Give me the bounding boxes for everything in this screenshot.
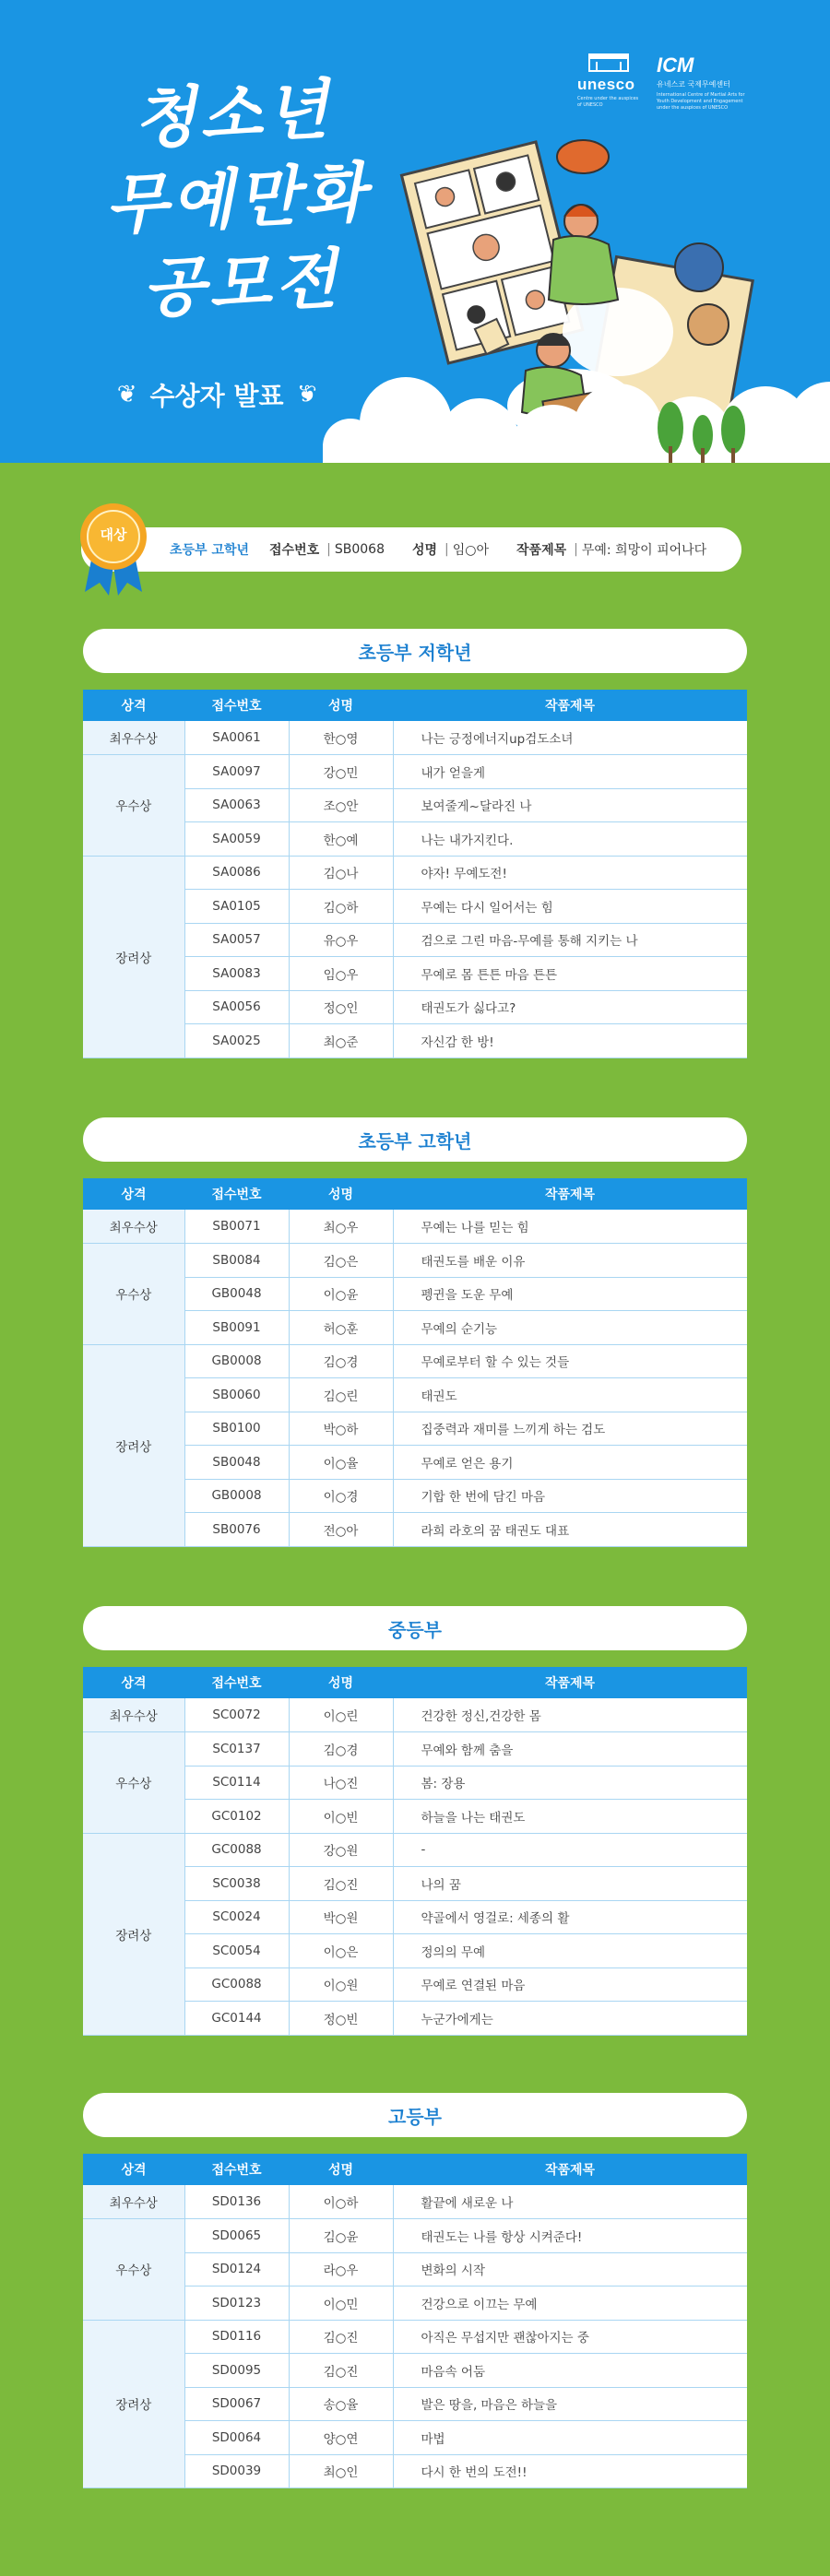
medal-label: 대상: [100, 526, 127, 543]
name-cell: 김○경: [289, 1732, 393, 1767]
award-cell: 우수상: [83, 1732, 184, 1834]
work-title-cell: 태권도는 나를 항상 시켜준다!: [393, 2219, 747, 2253]
laurel-left-icon: ❦: [116, 381, 137, 408]
column-header: 작품제목: [393, 2154, 747, 2185]
name-cell: 박○원: [289, 1900, 393, 1934]
entry-id-cell: SB0048: [184, 1446, 289, 1480]
award-cell: 최우수상: [83, 1210, 184, 1244]
entry-id-cell: SB0076: [184, 1513, 289, 1547]
column-header: 작품제목: [393, 1667, 747, 1698]
work-title-cell: 건강으로 이끄는 무예: [393, 2286, 747, 2321]
column-header: 접수번호: [184, 690, 289, 721]
name-cell: 조○안: [289, 788, 393, 822]
entry-id-cell: SA0057: [184, 923, 289, 957]
name-cell: 이○경: [289, 1479, 393, 1513]
name-cell: 양○연: [289, 2421, 393, 2455]
grand-prize-title: 무예: 희망이 피어나다: [581, 543, 707, 558]
name-cell: 강○원: [289, 1833, 393, 1867]
name-cell: 전○아: [289, 1513, 393, 1547]
work-title-cell: 내가 얻을게: [393, 755, 747, 789]
table-row: [83, 1344, 747, 1378]
name-cell: 이○윤: [289, 1277, 393, 1311]
name-cell: 임○우: [289, 957, 393, 991]
name-cell: 최○준: [289, 1024, 393, 1058]
work-title-cell: 검으로 그린 마음-무예를 통해 지키는 나: [393, 923, 747, 957]
work-title-cell: 무예로 얻은 용기: [393, 1446, 747, 1480]
entry-id-cell: SA0056: [184, 990, 289, 1024]
award-table: [83, 1667, 747, 2036]
entry-id-cell: GC0144: [184, 2002, 289, 2036]
work-title-cell: 기합 한 번에 담긴 마음: [393, 1479, 747, 1513]
entry-id-cell: SA0105: [184, 890, 289, 924]
icm-logo: ICM 유네스코 국제무예센터 International Centre of Martial Arts for Youth Development and Engagement under the auspices of UNESCO: [657, 53, 745, 111]
entry-id-cell: SD0039: [184, 2454, 289, 2488]
column-header: 작품제목: [393, 690, 747, 721]
entry-id-cell: SA0061: [184, 721, 289, 755]
grand-prize-bar: 초등부 고학년 접수번호 | SB0068 성명 | 임○아 작품제목 | 무예: 희망이 피어나다: [81, 527, 741, 572]
name-cell: 최○인: [289, 2454, 393, 2488]
work-title-cell: 건강한 정신,건강한 몸: [393, 1698, 747, 1732]
grand-prize-title-label: 작품제목: [516, 543, 567, 558]
work-title-cell: 태권도: [393, 1378, 747, 1412]
entry-id-cell: SD0065: [184, 2219, 289, 2253]
name-cell: 라○우: [289, 2252, 393, 2286]
name-cell: 김○린: [289, 1378, 393, 1412]
entry-id-cell: SB0091: [184, 1311, 289, 1345]
entry-id-cell: SD0123: [184, 2286, 289, 2321]
name-cell: 김○나: [289, 856, 393, 890]
section-heading: 고등부: [83, 2093, 747, 2137]
table-row: [83, 2219, 747, 2253]
award-cell: 장려상: [83, 1833, 184, 2035]
name-cell: 김○진: [289, 2354, 393, 2388]
work-title-cell: 보여줄게~달라진 나: [393, 788, 747, 822]
work-title-cell: 다시 한 번의 도전!!: [393, 2454, 747, 2488]
entry-id-cell: SD0064: [184, 2421, 289, 2455]
entry-id-cell: SD0116: [184, 2320, 289, 2354]
name-cell: 김○윤: [289, 2219, 393, 2253]
name-cell: 이○민: [289, 2286, 393, 2321]
table-header-row: [83, 690, 747, 721]
table-header-row: [83, 1667, 747, 1698]
entry-id-cell: SA0025: [184, 1024, 289, 1058]
name-cell: 김○은: [289, 1244, 393, 1278]
work-title-cell: 자신감 한 방!: [393, 1024, 747, 1058]
award-cell: 최우수상: [83, 1698, 184, 1732]
entry-id-cell: SD0124: [184, 2252, 289, 2286]
name-cell: 한○영: [289, 721, 393, 755]
section-heading: 중등부: [83, 1606, 747, 1650]
column-header: 상격: [83, 690, 184, 721]
entry-id-cell: SC0072: [184, 1698, 289, 1732]
table-row: [83, 1210, 747, 1244]
work-title-cell: 발은 땅을, 마음은 하늘을: [393, 2387, 747, 2421]
column-header: 성명: [289, 1178, 393, 1210]
award-cell: 우수상: [83, 755, 184, 857]
hero-title: 청소년 무예만화 공모전: [102, 70, 372, 327]
subtitle: 수상자 발표: [149, 381, 284, 411]
laurel-right-icon: ❦: [296, 381, 317, 408]
table-row: [83, 1833, 747, 1867]
work-title-cell: 집중력과 재미를 느끼게 하는 검도: [393, 1412, 747, 1446]
name-cell: 박○하: [289, 1412, 393, 1446]
cloud-trees-decoration: [0, 336, 830, 463]
name-cell: 이○린: [289, 1698, 393, 1732]
column-header: 성명: [289, 1667, 393, 1698]
section-heading: 초등부 고학년: [83, 1117, 747, 1162]
work-title-cell: 정의의 무예: [393, 1934, 747, 1968]
table-row: [83, 856, 747, 890]
entry-id-cell: SC0114: [184, 1766, 289, 1800]
section-2: [83, 1117, 747, 1547]
name-cell: 김○진: [289, 1867, 393, 1901]
grand-prize-name: 임○아: [452, 543, 490, 558]
name-cell: 이○은: [289, 1934, 393, 1968]
entry-id-cell: SD0067: [184, 2387, 289, 2421]
table-row: [83, 1244, 747, 1278]
column-header: 상격: [83, 2154, 184, 2185]
work-title-cell: 활끝에 새로운 나: [393, 2185, 747, 2219]
award-cell: 최우수상: [83, 721, 184, 755]
entry-id-cell: SA0063: [184, 788, 289, 822]
table-row: [83, 721, 747, 755]
name-cell: 유○우: [289, 923, 393, 957]
work-title-cell: 무예로부터 할 수 있는 것들: [393, 1344, 747, 1378]
work-title-cell: 무예는 다시 일어서는 힘: [393, 890, 747, 924]
name-cell: 이○원: [289, 1967, 393, 2002]
entry-id-cell: SD0136: [184, 2185, 289, 2219]
work-title-cell: 마법: [393, 2421, 747, 2455]
award-table: [83, 2154, 747, 2488]
work-title-cell: 아직은 무섭지만 괜찮아지는 중: [393, 2320, 747, 2354]
entry-id-cell: SB0084: [184, 1244, 289, 1278]
unesco-logo: unesco Centre under the auspices of UNESCO: [577, 53, 640, 112]
award-cell: 최우수상: [83, 2185, 184, 2219]
work-title-cell: 누군가에게는: [393, 2002, 747, 2036]
name-cell: 강○민: [289, 755, 393, 789]
entry-id-cell: SA0083: [184, 957, 289, 991]
work-title-cell: 무예로 연결된 마음: [393, 1967, 747, 2002]
unesco-temple-icon: [588, 53, 629, 72]
work-title-cell: 무예의 순기능: [393, 1311, 747, 1345]
medal-icon: [72, 500, 155, 601]
column-header: 성명: [289, 690, 393, 721]
entry-id-cell: SC0024: [184, 1900, 289, 1934]
name-cell: 송○율: [289, 2387, 393, 2421]
grand-prize-name-label: 성명: [411, 543, 438, 558]
entry-id-cell: GB0008: [184, 1344, 289, 1378]
work-title-cell: 나는 긍정에너지up검도소녀: [393, 721, 747, 755]
column-header: 접수번호: [184, 1178, 289, 1210]
entry-id-cell: SD0095: [184, 2354, 289, 2388]
name-cell: 김○경: [289, 1344, 393, 1378]
name-cell: 이○빈: [289, 1800, 393, 1834]
award-table: [83, 690, 747, 1058]
section-3: [83, 1606, 747, 2036]
award-cell: 우수상: [83, 1244, 184, 1345]
work-title-cell: 무예와 함께 춤을: [393, 1732, 747, 1767]
name-cell: 최○우: [289, 1210, 393, 1244]
table-row: [83, 1698, 747, 1732]
entry-id-cell: SB0100: [184, 1412, 289, 1446]
work-title-cell: 변화의 시작: [393, 2252, 747, 2286]
work-title-cell: 하늘을 나는 태권도: [393, 1800, 747, 1834]
column-header: 성명: [289, 2154, 393, 2185]
work-title-cell: 나는 내가지킨다.: [393, 822, 747, 857]
entry-id-cell: SC0038: [184, 1867, 289, 1901]
work-title-cell: 봄: 장용: [393, 1766, 747, 1800]
column-header: 접수번호: [184, 2154, 289, 2185]
header-banner: [0, 0, 830, 463]
work-title-cell: 약골에서 영걸로: 세종의 활: [393, 1900, 747, 1934]
entry-id-cell: GB0008: [184, 1479, 289, 1513]
entry-id-cell: GC0088: [184, 1967, 289, 2002]
partner-logos: [577, 53, 745, 112]
work-title-cell: 야자! 무예도전!: [393, 856, 747, 890]
grand-prize-division: 초등부 고학년: [170, 543, 250, 558]
column-header: 접수번호: [184, 1667, 289, 1698]
section-1: [83, 629, 747, 1058]
grand-prize-id: SB0068: [334, 542, 385, 557]
entry-id-cell: SC0137: [184, 1732, 289, 1767]
entry-id-cell: GB0048: [184, 1277, 289, 1311]
table-header-row: [83, 2154, 747, 2185]
table-row: [83, 2320, 747, 2354]
name-cell: 이○율: [289, 1446, 393, 1480]
award-cell: 우수상: [83, 2219, 184, 2321]
award-cell: 장려상: [83, 856, 184, 1058]
name-cell: 정○인: [289, 990, 393, 1024]
award-cell: 장려상: [83, 2320, 184, 2488]
work-title-cell: 태권도를 배운 이유: [393, 1244, 747, 1278]
work-title-cell: -: [393, 1833, 747, 1867]
table-header-row: [83, 1178, 747, 1210]
table-row: [83, 2185, 747, 2219]
name-cell: 나○진: [289, 1766, 393, 1800]
entry-id-cell: GC0088: [184, 1833, 289, 1867]
name-cell: 한○예: [289, 822, 393, 857]
table-row: [83, 1732, 747, 1767]
grand-prize-id-label: 접수번호: [269, 543, 320, 558]
name-cell: 허○훈: [289, 1311, 393, 1345]
table-row: [83, 755, 747, 789]
entry-id-cell: SB0071: [184, 1210, 289, 1244]
entry-id-cell: GC0102: [184, 1800, 289, 1834]
award-cell: 장려상: [83, 1344, 184, 1546]
work-title-cell: 태권도가 싫다고?: [393, 990, 747, 1024]
name-cell: 김○하: [289, 890, 393, 924]
entry-id-cell: SC0054: [184, 1934, 289, 1968]
work-title-cell: 라희 라호의 꿈 태권도 대표: [393, 1513, 747, 1547]
entry-id-cell: SA0086: [184, 856, 289, 890]
entry-id-cell: SA0059: [184, 822, 289, 857]
name-cell: 김○진: [289, 2320, 393, 2354]
work-title-cell: 무예는 나를 믿는 힘: [393, 1210, 747, 1244]
column-header: 작품제목: [393, 1178, 747, 1210]
column-header: 상격: [83, 1178, 184, 1210]
work-title-cell: 무예로 몸 튼튼 마음 튼튼: [393, 957, 747, 991]
name-cell: 이○하: [289, 2185, 393, 2219]
section-heading: 초등부 저학년: [83, 629, 747, 673]
work-title-cell: 마음속 어둠: [393, 2354, 747, 2388]
column-header: 상격: [83, 1667, 184, 1698]
section-4: [83, 2093, 747, 2488]
work-title-cell: 나의 꿈: [393, 1867, 747, 1901]
entry-id-cell: SB0060: [184, 1378, 289, 1412]
award-table: [83, 1178, 747, 1547]
work-title-cell: 펭귄을 도운 무예: [393, 1277, 747, 1311]
entry-id-cell: SA0097: [184, 755, 289, 789]
name-cell: 정○빈: [289, 2002, 393, 2036]
